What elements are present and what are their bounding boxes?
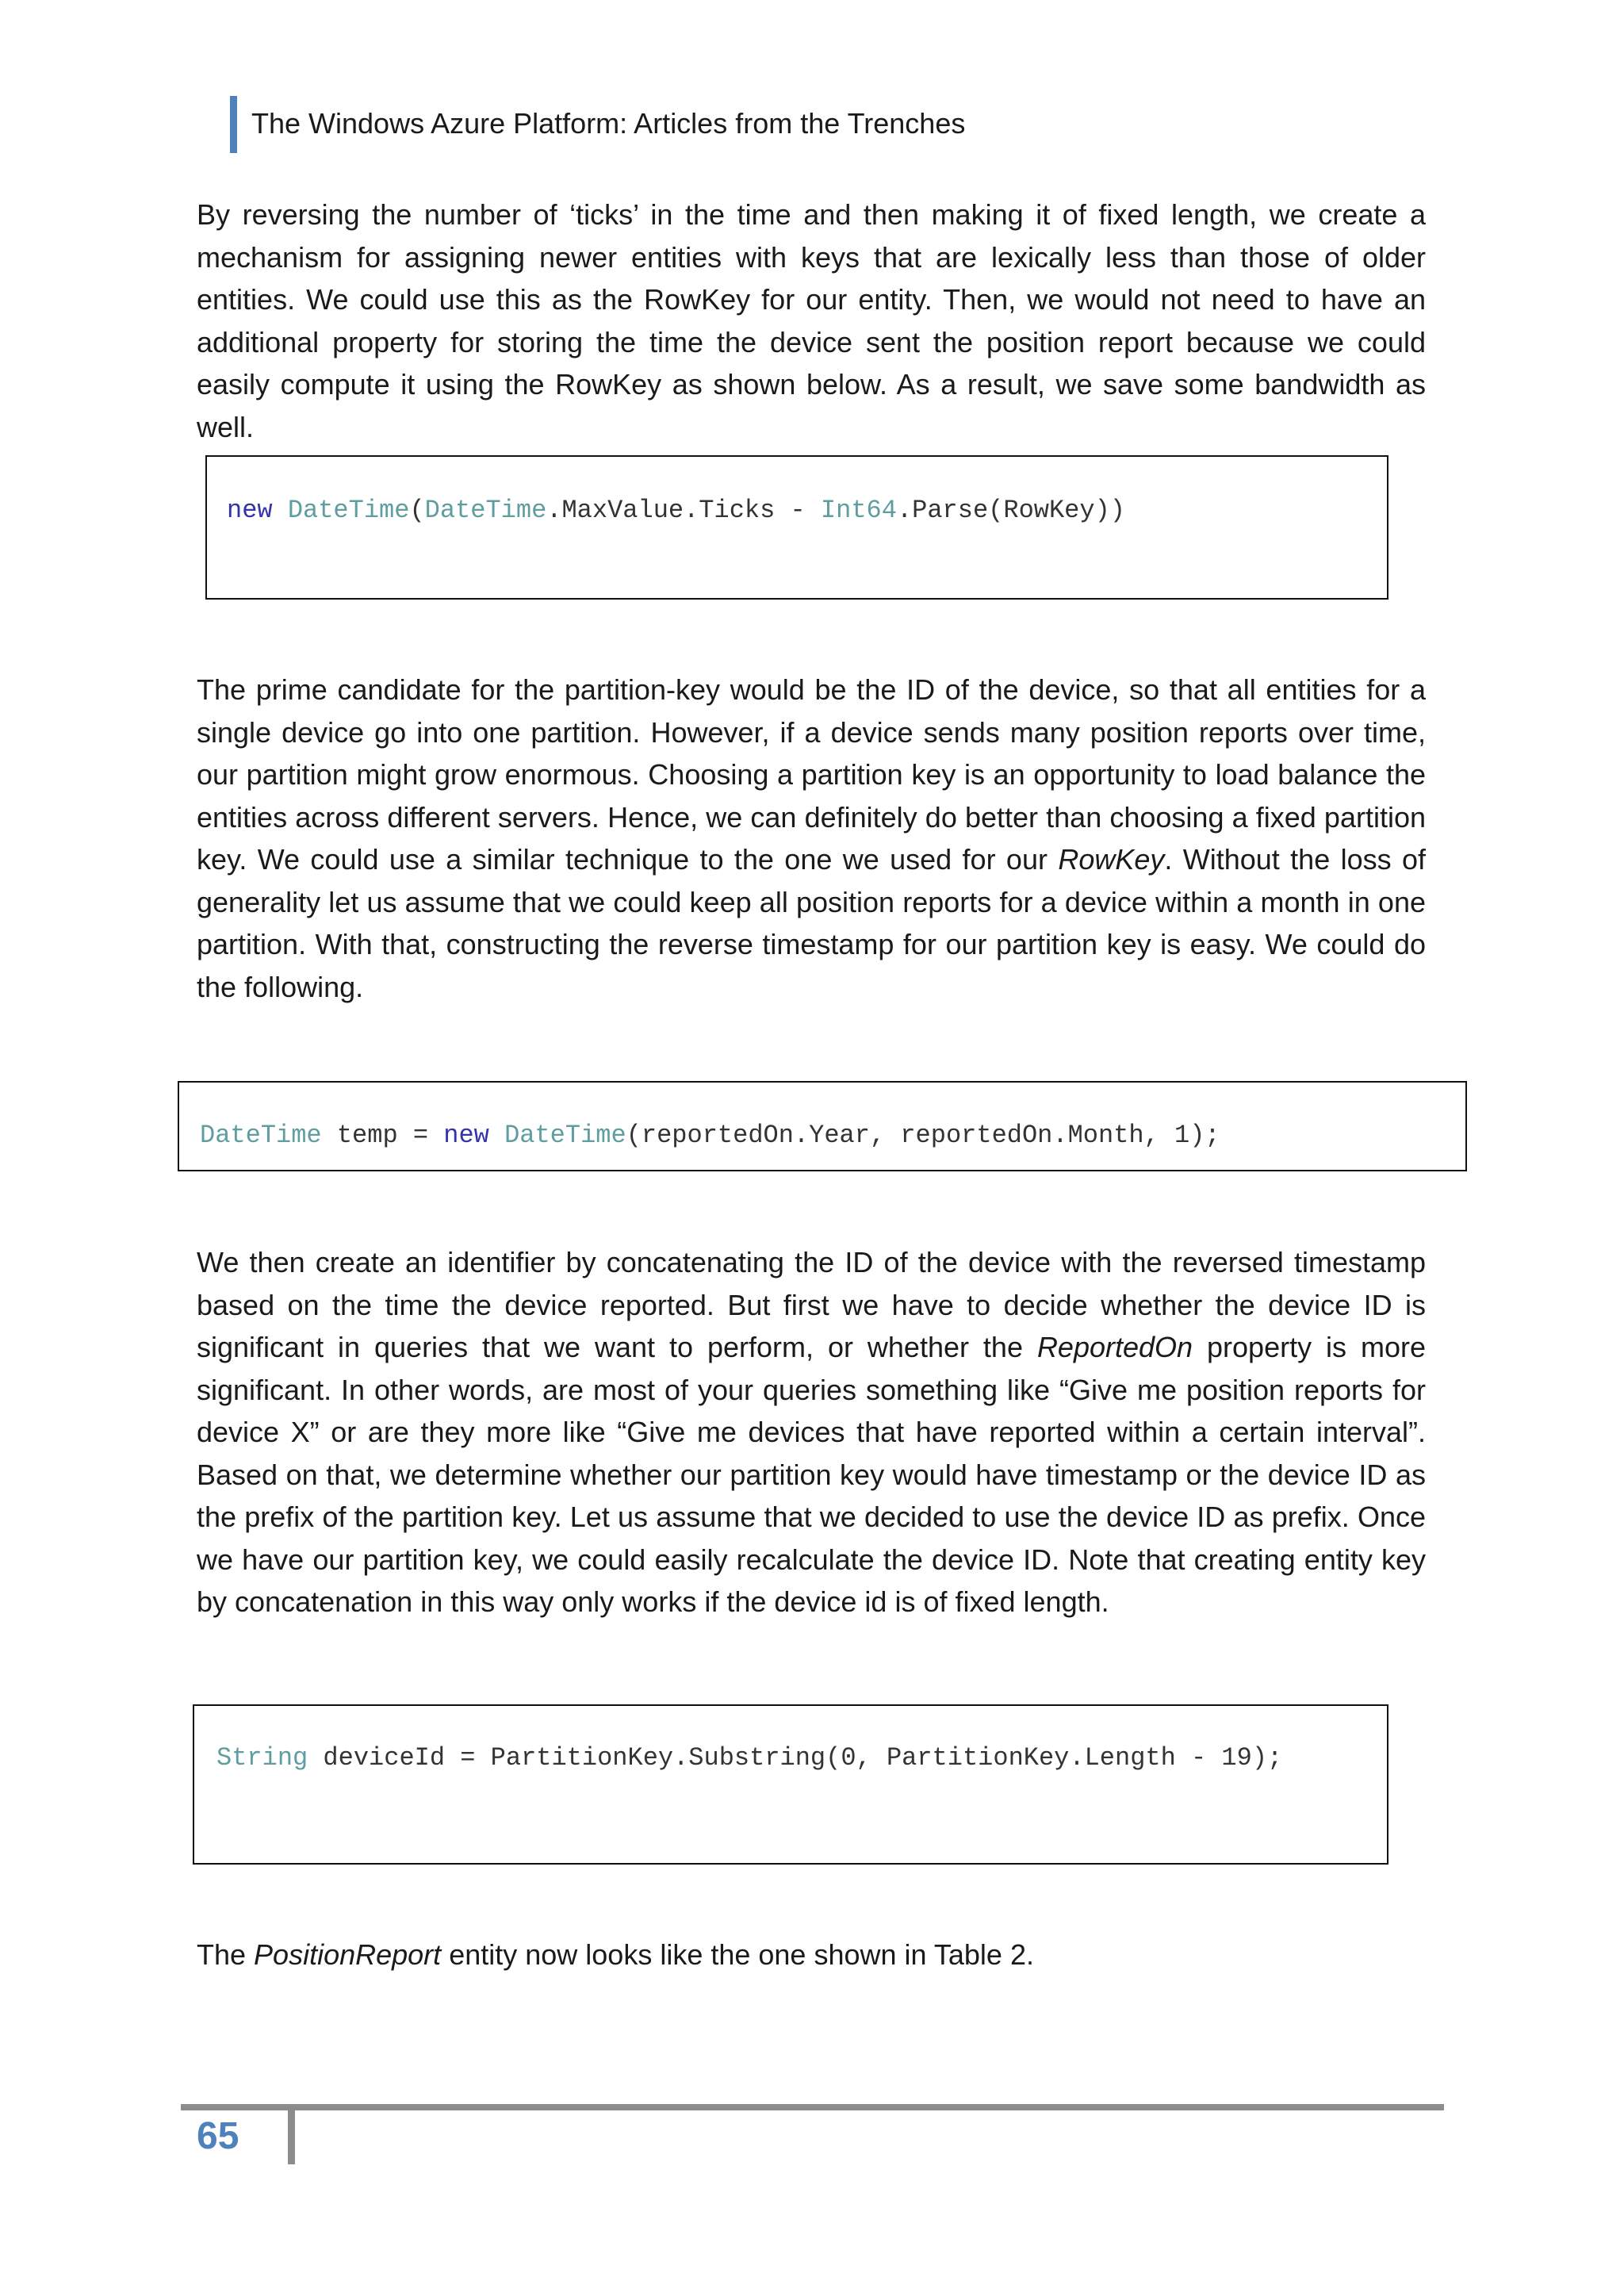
code-text: [489, 1121, 504, 1150]
paragraph-text: The: [197, 1938, 255, 1971]
paragraph-text: entity now looks like the one shown in Table 2.: [441, 1938, 1034, 1971]
code-type: String: [216, 1743, 308, 1773]
paragraph-reverse-ticks: [197, 194, 1426, 448]
code-keyword: new: [443, 1121, 489, 1150]
code-type: DateTime: [287, 496, 410, 525]
footer-rule: [181, 2104, 1444, 2110]
paragraph-position-report: [197, 1934, 1426, 1976]
code-line: [216, 1742, 1282, 1774]
header-accent-bar: [230, 96, 237, 153]
code-text: deviceId = PartitionKey.Substring(0, PartitionKey.Length - 19);: [308, 1743, 1283, 1773]
footer-divider: [288, 2109, 295, 2164]
code-line: [227, 495, 1125, 527]
paragraph-emphasis: RowKey: [1058, 843, 1165, 876]
code-text: temp =: [321, 1121, 444, 1150]
code-text: (: [409, 496, 425, 525]
code-keyword: new: [227, 496, 273, 525]
paragraph-text: The prime candidate for the partition-key would be the ID of the device, so that all entities for a single device go into one partition. However, if a device sends many position reports over time, our partition might grow enormous. Choosing a partition key is an opportunity to load balance the entities across different servers. Hence, we can definitely do better than choosing a fixed partition key. We could use a similar technique to the one we used for our: [197, 673, 1426, 876]
paragraph-text: By reversing the number of ‘ticks’ in the time and then making it of fixed length, we create a mechanism for assigning newer entities with keys that are lexically less than those of older entities. We could use this as the RowKey for our entity. Then, we would not need to have an additional property for storing the time the device sent the position report because we could easily compute it using the RowKey as shown below. As a result, we save some bandwidth as well.: [197, 198, 1426, 443]
code-type: Int64: [820, 496, 897, 525]
code-type: DateTime: [504, 1121, 626, 1150]
paragraph-identifier-concatenation: [197, 1241, 1426, 1623]
code-text: (reportedOn.Year, reportedOn.Month, 1);: [626, 1121, 1220, 1150]
page-number: 65: [197, 2115, 239, 2157]
code-block-datetime-temp: [178, 1081, 1467, 1171]
code-block-device-id: [193, 1704, 1388, 1865]
code-text: .Parse(RowKey)): [896, 496, 1125, 525]
paragraph-text: We then create an identifier by concatenating the ID of the device with the reversed timestamp based on the time the device reported. But first we have to decide whether the device ID is significant in queries that we want to perform, or whether the: [197, 1246, 1426, 1363]
paragraph-partition-key: [197, 669, 1426, 1008]
code-line: [200, 1120, 1220, 1152]
code-text: [273, 496, 288, 525]
running-header-title: The Windows Azure Platform: Articles from the Trenches: [251, 107, 966, 140]
paragraph-emphasis: PositionReport: [254, 1938, 442, 1971]
paragraph-text: . Without the loss of generality let us assume that we could keep all position reports for a device within a month in one partition. With that, constructing the reverse timestamp for our partition key is easy. We could do the following.: [197, 843, 1426, 1003]
paragraph-emphasis: ReportedOn: [1036, 1331, 1193, 1363]
paragraph-text: property is more significant. In other words, are most of your queries something like “Give me position reports for device X” or are they more like “Give me devices that have reported within a certain interval”. Based on that, we determine whether our partition key would have timestamp or the device ID as the prefix of the partition key. Let us assume that we decided to use the device ID as prefix. Once we have our partition key, we could easily recalculate the device ID. Note that creating entity key by concatenation in this way only works if the device id is of fixed length.: [197, 1331, 1426, 1618]
code-type: DateTime: [424, 496, 547, 525]
code-text: .MaxValue.Ticks -: [546, 496, 821, 525]
code-type: DateTime: [200, 1121, 322, 1150]
code-block-rowkey-datetime: [205, 455, 1388, 600]
